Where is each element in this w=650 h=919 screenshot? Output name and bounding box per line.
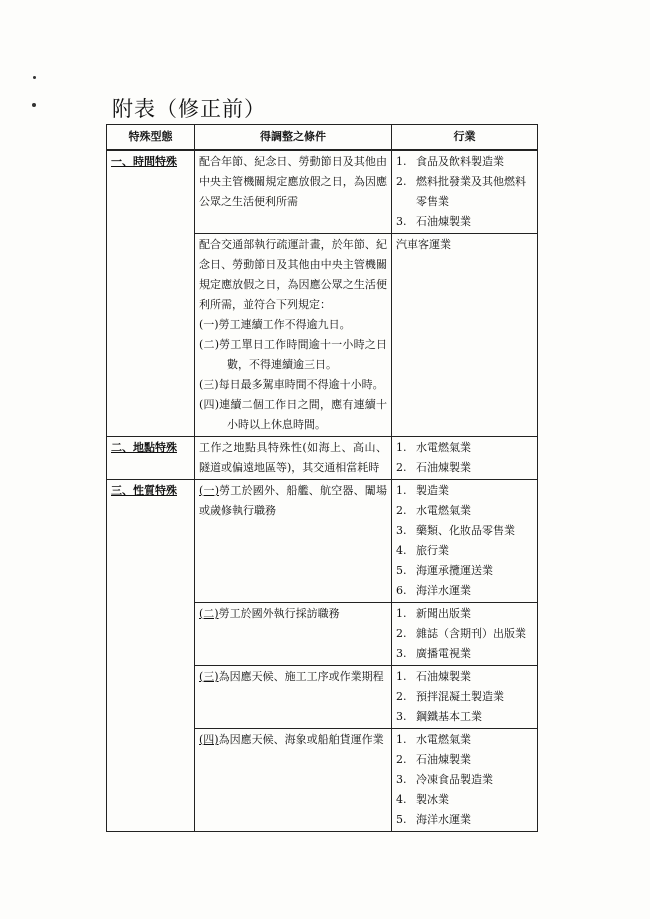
condition-sub-item: (二)勞工單日工作時間逾十一小時之日數，不得連續逾三日。 (199, 338, 387, 371)
category-cell (107, 150, 195, 437)
list-item (396, 438, 533, 458)
condition-marker: (二) (199, 607, 219, 620)
condition-text (199, 481, 387, 521)
condition-body: 工作之地點具特殊性(如海上、高山、隧道或偏遠地區等)，其交通相當耗時 (199, 441, 387, 474)
industry-text: 汽車客運業 (396, 238, 451, 251)
list-item (396, 790, 533, 810)
list-item-text: 製造業 (416, 484, 449, 497)
industry-list (396, 667, 533, 727)
list-item-number: 3. (396, 524, 407, 537)
list-item-number: 2. (396, 175, 407, 188)
list-item-text: 石油煉製業 (416, 215, 471, 228)
list-item-text: 廣播電視業 (416, 647, 471, 660)
condition-cell (195, 437, 392, 480)
industry-cell (392, 666, 538, 729)
category-label: 二、地點特殊 (111, 441, 177, 454)
table-row (107, 150, 538, 234)
condition-sub-item: (一)勞工連續工作不得逾九日。 (199, 318, 351, 331)
conditions-table (106, 124, 538, 832)
list-item-number: 3. (396, 773, 407, 786)
list-item (396, 172, 533, 212)
list-item (396, 581, 533, 601)
list-item-text: 藥類、化妝品零售業 (416, 524, 515, 537)
industry-cell (392, 480, 538, 603)
list-item-number: 3. (396, 215, 407, 228)
condition-body: 配合交通部執行疏運計畫，於年節、紀念日、勞動節日及其他由中央主管機關規定應放假之日，為因應公眾之生活便利所需，並符合下列規定： (199, 238, 387, 311)
list-item-text: 海洋水運業 (416, 584, 471, 597)
list-item (396, 810, 533, 830)
list-item-number: 5. (396, 813, 407, 826)
condition-cell (195, 480, 392, 603)
table-row (107, 480, 538, 603)
list-item (396, 152, 533, 172)
condition-marker: (三) (199, 670, 219, 683)
list-item-text: 石油煉製業 (416, 670, 471, 683)
list-item-text: 水電燃氣業 (416, 504, 471, 517)
list-item (396, 561, 533, 581)
list-item-number: 2. (396, 627, 407, 640)
condition-sub-item: (三)每日最多駕車時間不得逾十小時。 (199, 378, 384, 391)
list-item-number: 4. (396, 544, 407, 557)
page-title: 附表（修正前） (112, 97, 266, 121)
condition-marker: (四) (199, 733, 219, 746)
list-item-number: 1. (396, 733, 407, 746)
category-label: 三、性質特殊 (111, 484, 177, 497)
list-item-text: 食品及飲料製造業 (416, 155, 504, 168)
list-item (396, 458, 533, 478)
industry-list (396, 152, 533, 232)
list-item (396, 481, 533, 501)
condition-text (199, 667, 387, 687)
industry-cell (392, 150, 538, 234)
industry-cell (392, 234, 538, 437)
category-cell (107, 480, 195, 832)
list-item (396, 667, 533, 687)
condition-cell (195, 150, 392, 234)
table-header-row (107, 125, 538, 151)
list-item-text: 預拌混凝土製造業 (416, 690, 504, 703)
list-item-number: 1. (396, 607, 407, 620)
condition-body: 為因應天候、施工工序或作業期程 (218, 670, 384, 683)
industry-list (396, 438, 533, 478)
list-item-text: 海運承攬運送業 (416, 564, 493, 577)
list-item-text: 冷凍食品製造業 (416, 773, 493, 786)
list-item-number: 1. (396, 484, 407, 497)
condition-marker: (一) (199, 484, 219, 497)
list-item-number: 6. (396, 584, 407, 597)
condition-text (199, 235, 387, 315)
list-item-number: 3. (396, 710, 407, 723)
condition-body: 為因應天候、海象或船舶貨運作業 (218, 733, 384, 746)
list-item-text: 海洋水運業 (416, 813, 471, 826)
list-item (396, 541, 533, 561)
list-item-number: 2. (396, 690, 407, 703)
industry-cell (392, 729, 538, 832)
scan-speck (33, 76, 36, 79)
list-item-number: 1. (396, 155, 407, 168)
list-item-number: 1. (396, 670, 407, 683)
condition-sub-item: (四)連續二個工作日之間，應有連續十小時以上休息時間。 (199, 398, 387, 431)
list-item (396, 644, 533, 664)
industry-list (396, 604, 533, 664)
condition-body: 勞工於國外、船艦、航空器、闈場或歲修執行職務 (199, 484, 387, 517)
list-item (396, 624, 533, 644)
list-item-text: 水電燃氣業 (416, 441, 471, 454)
list-item-number: 2. (396, 753, 407, 766)
condition-text (199, 152, 387, 212)
table-body (107, 150, 538, 832)
list-item (396, 750, 533, 770)
industry-list (396, 481, 533, 601)
list-item-text: 雜誌（含期刊）出版業 (416, 627, 526, 640)
condition-cell (195, 234, 392, 437)
list-item (396, 687, 533, 707)
list-item (396, 707, 533, 727)
scan-speck (32, 103, 36, 107)
category-cell (107, 437, 195, 480)
condition-text (199, 604, 387, 624)
condition-text (199, 730, 387, 750)
industry-cell (392, 437, 538, 480)
list-item (396, 770, 533, 790)
list-item-number: 1. (396, 441, 407, 454)
condition-text (199, 438, 387, 478)
condition-cell (195, 603, 392, 666)
list-item-number: 3. (396, 647, 407, 660)
condition-cell (195, 666, 392, 729)
condition-body: 勞工於國外執行採訪職務 (218, 607, 340, 620)
list-item-text: 石油煉製業 (416, 461, 471, 474)
list-item-number: 2. (396, 504, 407, 517)
list-item-text: 燃料批發業及其他燃料零售業 (416, 175, 526, 208)
industry-cell (392, 603, 538, 666)
list-item (396, 212, 533, 232)
header-conditions: 得調整之條件 (195, 125, 392, 151)
list-item-text: 製冰業 (416, 793, 449, 806)
list-item-text: 旅行業 (416, 544, 449, 557)
list-item (396, 501, 533, 521)
table-row (107, 437, 538, 480)
header-special-type: 特殊型態 (107, 125, 195, 151)
list-item (396, 730, 533, 750)
list-item-text: 新聞出版業 (416, 607, 471, 620)
condition-cell (195, 729, 392, 832)
list-item (396, 604, 533, 624)
condition-body: 配合年節、紀念日、勞動節日及其他由中央主管機關規定應放假之日，為因應公眾之生活便利所需 (199, 155, 387, 208)
list-item-text: 水電燃氣業 (416, 733, 471, 746)
list-item (396, 521, 533, 541)
industry-list (396, 730, 533, 830)
category-label: 一、時間特殊 (111, 155, 177, 168)
list-item-text: 鋼鐵基本工業 (416, 710, 482, 723)
list-item-number: 4. (396, 793, 407, 806)
list-item-number: 5. (396, 564, 407, 577)
list-item-text: 石油煉製業 (416, 753, 471, 766)
header-industry: 行業 (392, 125, 538, 151)
list-item-number: 2. (396, 461, 407, 474)
